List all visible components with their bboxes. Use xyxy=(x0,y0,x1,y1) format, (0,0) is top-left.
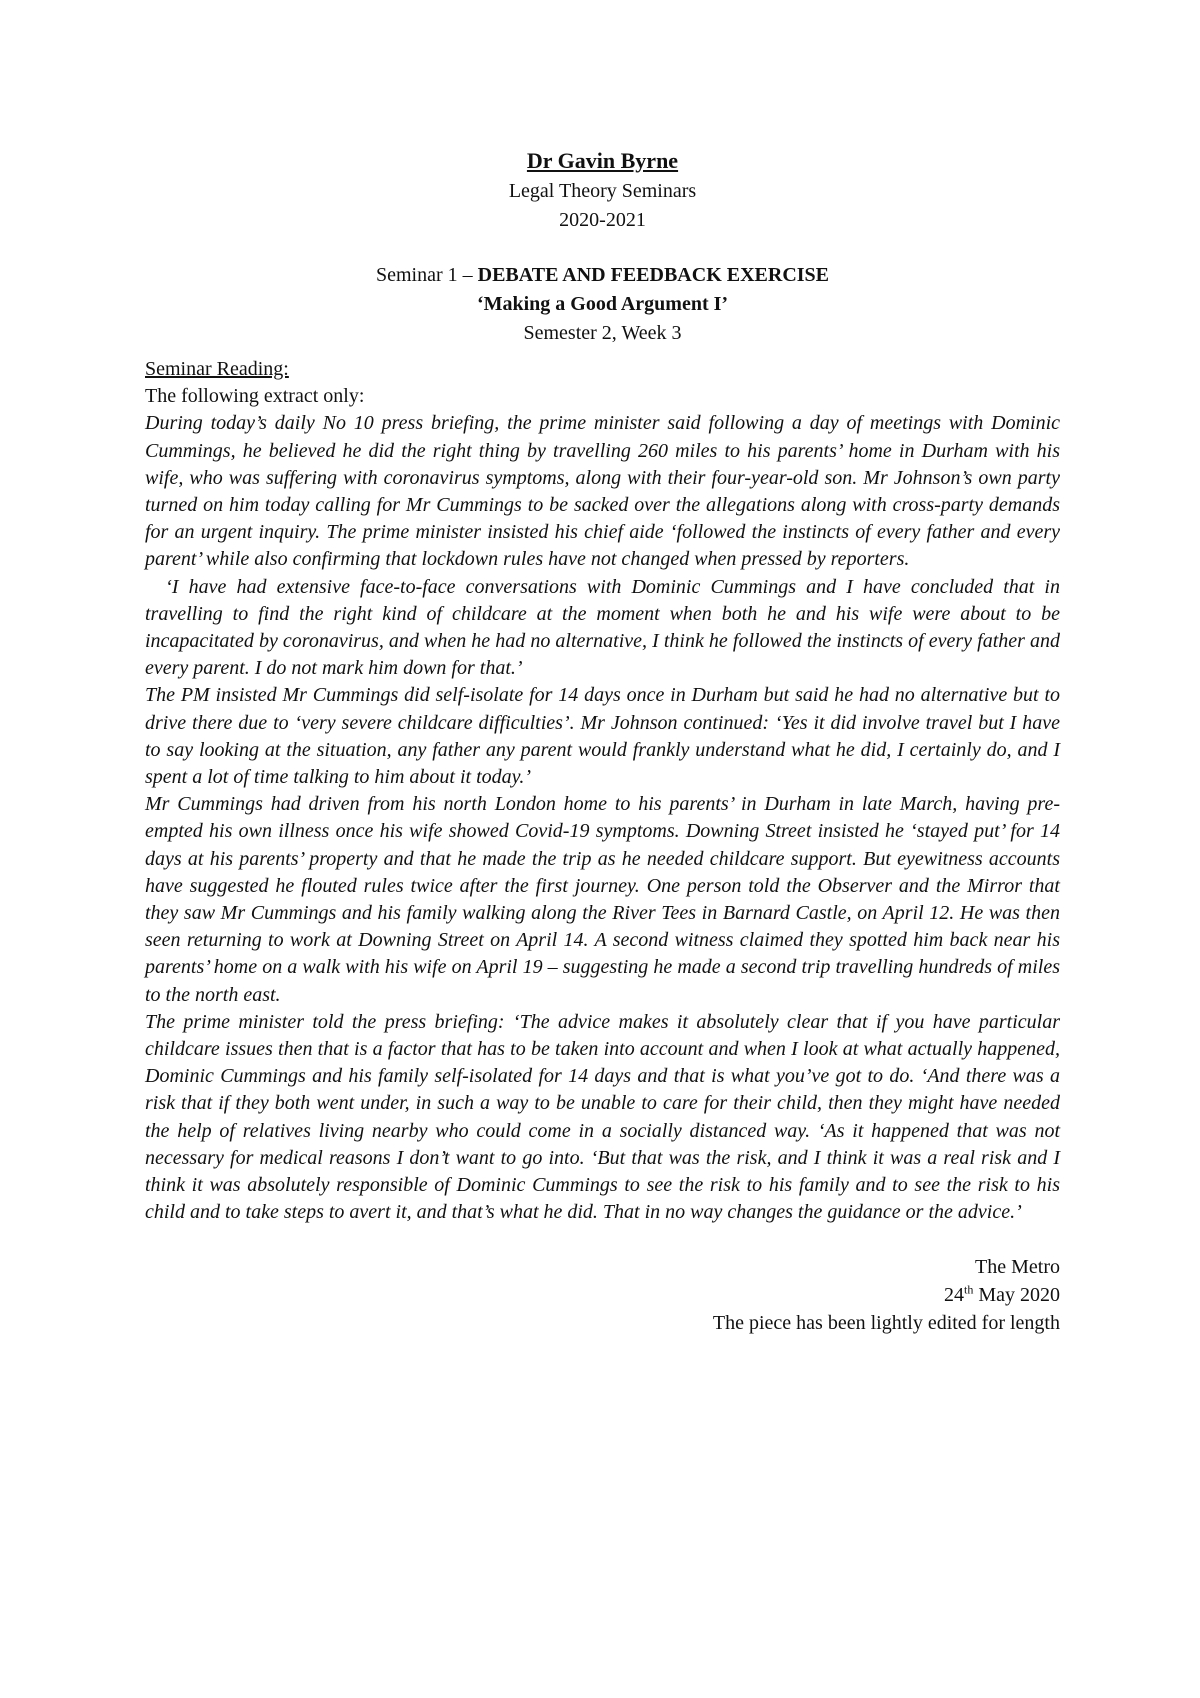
seminar-reading xyxy=(145,356,1060,1227)
semester-week: Semester 2, Week 3 xyxy=(523,322,682,344)
academic-year: 2020-2021 xyxy=(559,209,646,231)
reading-heading: Seminar Reading: xyxy=(145,358,289,380)
course-title: Legal Theory Seminars xyxy=(508,180,697,202)
spacer xyxy=(145,235,1060,261)
date-day: 24 xyxy=(943,1283,964,1306)
reading-intro: The following extract only: xyxy=(145,385,365,408)
seminar-line xyxy=(145,261,1060,290)
extract-paragraph: Mr Cummings had driven from his north London home to his parents’ in Durham in late March, having pre-empted his own illness once his wife showed Covid-19 symptoms. Downing Street insisted he ‘stayed put’ for 14 days at his parents’ property and that he made the trip as he needed childcare support. But eyewitness accounts have suggested he flouted rules twice after the first journey. One person told the Observer and the Mirror that they saw Mr Cummings and his family walking along the River Tees in Barnard Castle, on April 12. He was then seen returning to work at Downing Street on April 14. A second witness claimed they spotted him back near his parents’ home on a walk with his wife on April 19 – suggesting he made a second trip travelling hundreds of miles to the north east. xyxy=(145,793,1060,1006)
seminar-subtitle: ‘Making a Good Argument I’ xyxy=(476,293,729,315)
document-page xyxy=(145,145,1060,1337)
author-name: Dr Gavin Byrne xyxy=(526,148,679,173)
reading-extract xyxy=(145,410,1060,1226)
seminar-title: DEBATE AND FEEDBACK EXERCISE xyxy=(477,264,830,286)
extract-paragraph: ‘I have had extensive face-to-face conversations with Dominic Cummings and I have concluded that in travelling to find the right kind of childcare at the moment when both he and his wife were about to be incapacitated by coronavirus, and when he had no alternative, I think he followed the instincts of every father and every parent. I do not mark him down for that.’ xyxy=(145,575,1060,680)
seminar-number: Seminar 1 – xyxy=(375,264,478,286)
date-rest: May 2020 xyxy=(973,1283,1060,1306)
extract-paragraph: During today’s daily No 10 press briefing, the prime minister said following a day of meetings with Dominic Cummings, he believed he did the right thing by travelling 260 miles to his parents’ home in Durham with his wife, who was suffering with coronavirus symptoms, along with their four-year-old son. Mr Johnson’s own party turned on him today calling for Mr Cummings to be sacked over the allegations along with cross-party demands for an urgent inquiry. The prime minister insisted his chief aide ‘followed the instincts of every father and every parent’ while also confirming that lockdown rules have not changed when pressed by reporters. xyxy=(145,412,1060,571)
document-header xyxy=(145,145,1060,348)
date-suffix: th xyxy=(963,1281,974,1296)
source-date xyxy=(145,1281,1060,1309)
edit-note: The piece has been lightly edited for length xyxy=(712,1311,1060,1334)
extract-paragraph: The prime minister told the press briefing: ‘The advice makes it absolutely clear that if you have particular childcare issues then that is a factor that has to be taken into account and when I look at what actually happened, Dominic Cummings and his family self-isolated for 14 days and that is what you’ve got to do. ‘And there was a risk that if they both went under, in such a way to be unable to care for their child, then they might have needed the help of relatives living nearby who could come in a socially distanced way. ‘As it happened that was not necessary for medical reasons I don’t want to go into. ‘But that was the risk, and I think it was a real risk and I think it was absolutely responsible of Dominic Cummings to see the risk to his family and to see the risk to his child and to take steps to avert it, and that’s what he did. That in no way changes the guidance or the advice.’ xyxy=(145,1010,1060,1224)
source-publication: The Metro xyxy=(975,1255,1060,1278)
extract-paragraph: The PM insisted Mr Cummings did self-isolate for 14 days once in Durham but said he had no alternative but to drive there due to ‘very severe childcare difficulties’. Mr Johnson continued: ‘Yes it did involve travel but I have to say looking at the situation, any father any parent would frankly understand what he did, I certainly do, and I spent a lot of time talking to him about it today.’ xyxy=(145,684,1060,789)
source-attribution xyxy=(145,1253,1060,1337)
